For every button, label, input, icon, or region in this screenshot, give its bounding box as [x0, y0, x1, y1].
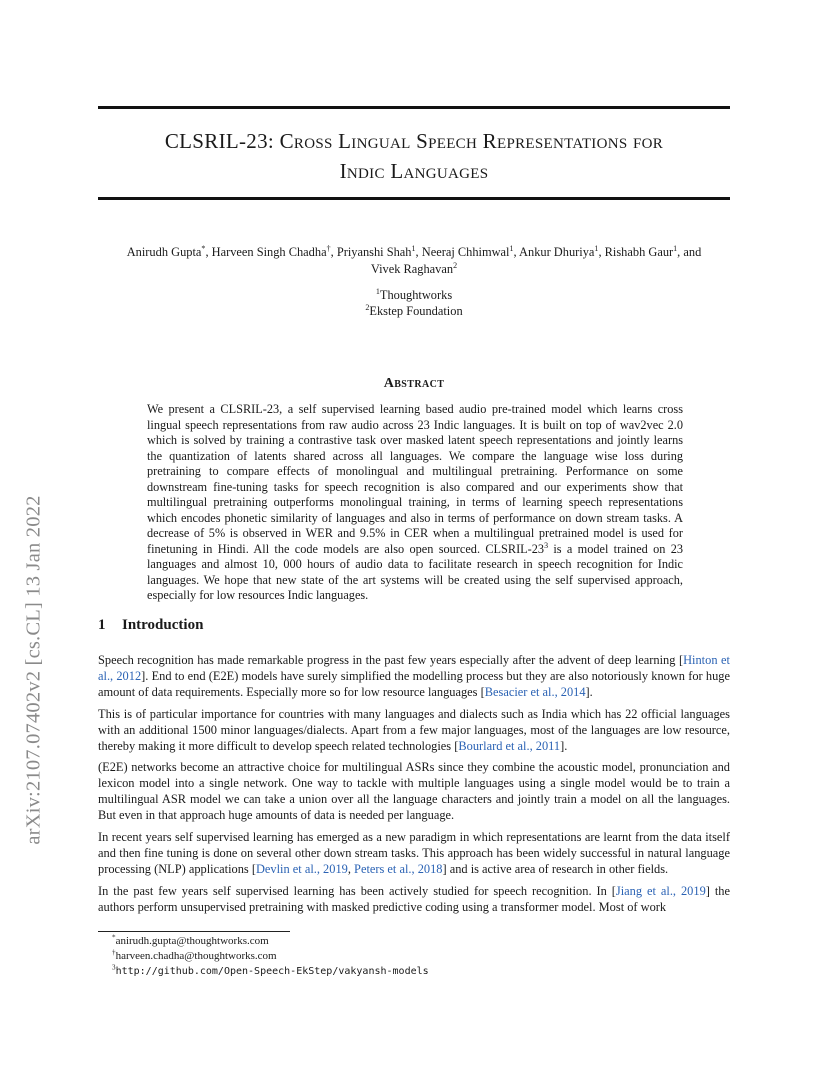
paragraph: (E2E) networks become an attractive choice for multilingual ASRs since they combine the acoustic model, pronunciation and lexicon model into a single network. One way to tackle with multiple languages using a single model would be to train a multilingual ASR model we can take a union over all the language characters and jointly train a model on all the languages. But even in that approach huge amounts of data is needed per language.	[98, 760, 730, 823]
citation-link[interactable]: Jiang et al., 2019	[615, 883, 706, 898]
paper-title	[98, 126, 730, 186]
author-name: Harveen Singh Chadha	[211, 245, 327, 259]
title-rule-top	[98, 106, 730, 109]
author-mark: 1	[509, 243, 514, 253]
footnote-rule	[98, 931, 290, 932]
author-name: Ankur Dhuriya	[519, 245, 595, 259]
text-run: ] the authors perform unsupervised pretraining with masked predictive coding using a transformer model. Most of work	[98, 883, 730, 914]
text-run: This is of particular importance for countries with many languages and dialects such as India which has 22 official languages with an additional 1500 minor languages/dialects. Apart from a few major languages, most of the languages are low resource, thereby making it more difficult to develop speech related technologies [	[98, 706, 730, 753]
author-list: Anirudh Gupta*, Harveen Singh Chadha†, Priyanshi Shah$^1$, Neeraj Chhimwal$^1$, Ankur Dhuriya$^1$, Rishabh Gaur$^1$, and Vivek Raghavan$^2$	[126, 243, 702, 276]
affiliation-mark: 1	[375, 286, 380, 296]
footnote	[112, 934, 429, 949]
author-mark: †	[326, 243, 331, 253]
author-mark: 1	[673, 243, 678, 253]
citation-link[interactable]: Besacier et al., 2014	[484, 684, 586, 699]
footnote-mark: 3	[544, 540, 549, 550]
text-run: ,	[347, 861, 355, 876]
paragraph	[98, 707, 730, 755]
affiliations	[98, 288, 730, 319]
citation-link[interactable]: Devlin et al., 2019	[255, 861, 348, 876]
section-number: 1	[98, 617, 106, 633]
paragraph	[98, 653, 730, 701]
affiliation-mark: 2	[365, 302, 370, 312]
affiliation-2	[98, 304, 730, 320]
section-heading	[98, 617, 203, 634]
text-run: Speech recognition has made remarkable progress in the past few years especially after the advent of deep learning [	[98, 653, 684, 667]
section-title: Introduction	[122, 617, 204, 633]
footnote-mark: 3	[112, 963, 116, 972]
author-conjunction: and	[683, 245, 702, 259]
footnote-text: anirudh.gupta@thoughtworks.com	[115, 935, 269, 947]
footnote	[112, 949, 429, 964]
author-name: Anirudh Gupta	[126, 245, 202, 259]
affiliation-name: Thoughtworks	[379, 288, 453, 302]
author-name: Rishabh Gaur	[604, 245, 674, 259]
affiliation-1	[98, 288, 730, 304]
paragraph	[98, 884, 730, 916]
abstract-heading: Abstract	[383, 376, 445, 391]
text-run: ]. End to end (E2E) models have surely simplified the modelling process but they are also notoriously known for huge amount of data requirements. Especially more so for low resource languages [	[98, 668, 730, 699]
author-mark: *	[201, 243, 206, 253]
author-mark: 1	[594, 243, 599, 253]
author-name: Neeraj Chhimwal	[421, 245, 510, 259]
abstract-text	[147, 402, 683, 604]
footnote	[112, 964, 429, 979]
title-line-2: Indic Languages	[339, 159, 489, 183]
author-name: Vivek Raghavan	[370, 262, 454, 276]
citation-link[interactable]: Peters et al., 2018	[354, 861, 443, 876]
footnote-mark: †	[112, 948, 116, 957]
arxiv-stamp	[21, 480, 47, 860]
citation-link[interactable]: Bourlard et al., 2011	[458, 738, 561, 753]
arxiv-identifier: arXiv:2107.07402v2 [cs.CL] 13 Jan 2022	[22, 495, 45, 845]
abstract-text-part: is a model trained on 23 languages and almost 10, 000 hours of audio data to facilitate research in speech recognition for Indic languages. We hope that new state of the art systems will be created using the self supervised approach, especially for low resources Indic languages.	[147, 541, 684, 602]
author-mark: 2	[453, 260, 458, 270]
body-text	[98, 653, 730, 922]
footnote-mark: *	[112, 933, 116, 942]
author-name: Priyanshi Shah	[336, 245, 412, 259]
footnote-text: harveen.chadha@thoughtworks.com	[115, 950, 277, 962]
text-run: ].	[585, 684, 593, 699]
text-run: In the past few years self supervised learning has been actively studied for speech recognition. In [	[98, 883, 616, 898]
title-rule-bottom	[98, 197, 730, 200]
text-run: In recent years self supervised learning has emerged as a new paradigm in which representations are learnt from the data itself and then fine tuning is done on several other down stream tasks. This approach has been widely successful in natural language processing (NLP) applications [	[98, 830, 730, 876]
author-mark: 1	[411, 243, 416, 253]
affiliation-name: Ekstep Foundation	[369, 303, 463, 318]
text-run: ] and is active area of research in other fields.	[442, 861, 669, 876]
abstract-text-part: We present a CLSRIL-23, a self supervised learning based audio pre-trained model which learns cross lingual speech representations from raw audio across 23 Indic languages. It is built on top of wav2vec 2.0 which is solved by training a contrastive task over masked latent speech representations and jointly learns the quantization of latents shared across all languages. We compare the language wise loss during pretraining to compare effects of monolingual and multilingual pretraining. Performance on some downstream fine-tuning tasks for speech recognition is also compared and our experiments show that multilingual pretraining outperforms monolingual training, in terms of learning speech representations which encodes phonetic similarity of languages and also in terms of performance on down stream tasks. A decrease of 5% is observed in WER and 9.5% in CER when a multilingual pretrained model is used for finetuning in Hindi. All the code models are also open sourced. CLSRIL-23	[147, 402, 683, 556]
paragraph	[98, 830, 730, 878]
text-run: ].	[560, 738, 568, 753]
footnote-url[interactable]: http://github.com/Open-Speech-EkStep/vakyansh-models	[115, 966, 429, 977]
citation-link[interactable]: Hinton et al., 2012	[98, 653, 730, 683]
title-line-1: CLSRIL-23: Cross Lingual Speech Representations for	[164, 129, 664, 153]
footnotes	[112, 934, 429, 979]
